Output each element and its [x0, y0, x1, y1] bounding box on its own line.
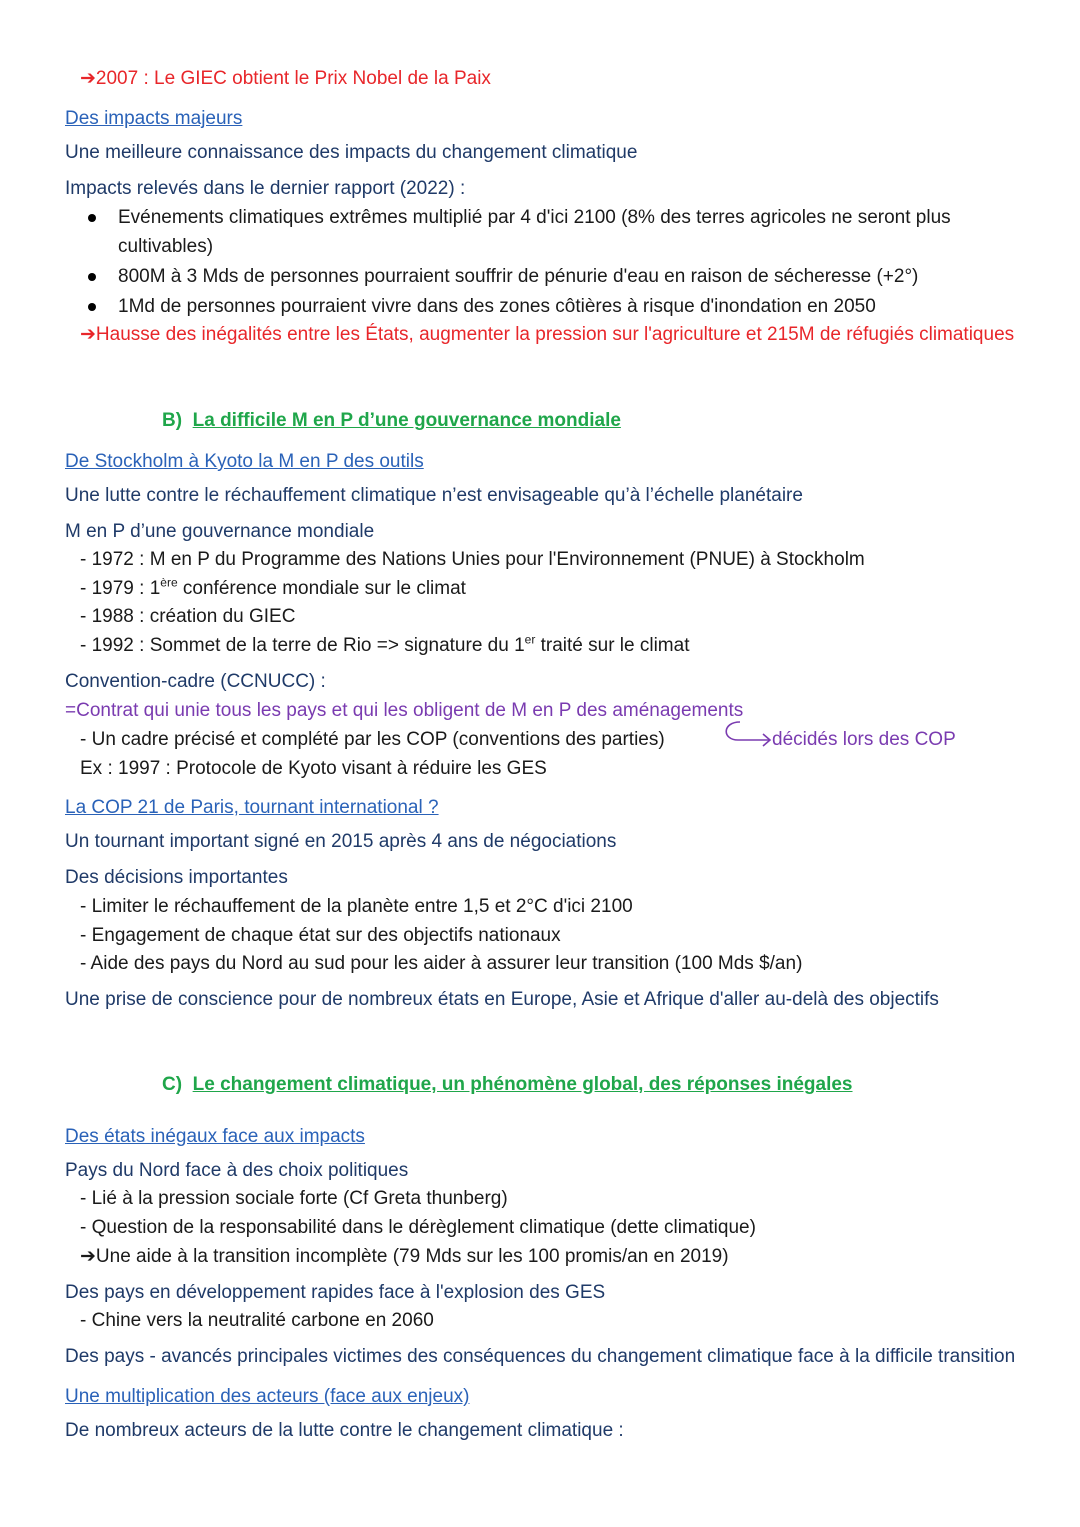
timeline-1979-sup: ère [160, 575, 178, 590]
section-c-title-text: Le changement climatique, un phénomène global, des réponses inégales [192, 1074, 853, 1095]
impact-bullet-2: 800M à 3 Mds de personnes pourraient souffrir de pénurie d'eau en raison de sécheresse (+2°) [118, 266, 919, 287]
north-item: - Lié à la pression sociale forte (Cf Greta thunberg) [80, 1188, 508, 1209]
north-conclusion-text: Une aide à la transition incomplète (79 Mds sur les 100 promis/an en 2019) [95, 1246, 729, 1267]
timeline-1992-post: traité sur le climat [535, 635, 690, 656]
actors-heading: Une multiplication des acteurs (face aux enjeux) [65, 1386, 470, 1407]
impact-bullet-1-cont: cultivables) [118, 236, 214, 257]
awareness-text: Une prise de conscience pour de nombreux états en Europe, Asie et Afrique d'aller au-delà des objectifs [65, 989, 939, 1010]
timeline-1979 [80, 577, 466, 601]
section-b-title-text: La difficile M en P d’une gouvernance mondiale [192, 410, 621, 431]
arrow-icon: ➔ [80, 324, 96, 345]
arrow-icon: ➔ [80, 1246, 96, 1267]
timeline-1979-post: conférence mondiale sur le climat [177, 578, 466, 599]
timeline-1992 [80, 634, 689, 658]
decisions-label: Des décisions importantes [65, 867, 288, 888]
convention-definition [65, 699, 743, 723]
amenagements-word: aménagements [612, 700, 744, 721]
impacts-intro: Une meilleure connaissance des impacts du changement climatique [65, 142, 638, 163]
timeline-1988: - 1988 : création du GIEC [80, 606, 296, 627]
kyoto-example: Ex : 1997 : Protocole de Kyoto visant à réduire les GES [80, 758, 547, 779]
impacts-conclusion-text: Hausse des inégalités entre les États, augmenter la pression sur l'agriculture et 215M de réfugiés climatiques [95, 324, 1015, 345]
developing-label: Des pays en développement rapides face à l'explosion des GES [65, 1282, 606, 1303]
section-b-title [162, 409, 621, 433]
global-fight-text: Une lutte contre le réchauffement climatique n’est envisageable qu’à l’échelle planétaire [65, 485, 803, 506]
cop21-heading: La COP 21 de Paris, tournant international ? [65, 797, 439, 818]
nobel-text: 2007 : Le GIEC obtient le Prix Nobel de la Paix [95, 68, 491, 89]
nobel-line [80, 67, 491, 91]
bullet-dot-icon [88, 214, 96, 222]
less-developed-text: Des pays - avancés principales victimes des conséquences du changement climatique face à la difficile transition [65, 1346, 1016, 1367]
timeline-1992-pre: - 1992 : Sommet de la terre de Rio => signature du 1 [80, 635, 525, 656]
stockholm-kyoto-heading: De Stockholm à Kyoto la M en P des outils [65, 451, 424, 472]
impact-bullet-1: Evénements climatiques extrêmes multiplié par 4 d'ici 2100 (8% des terres agricoles ne seront plus [118, 207, 951, 228]
impact-bullet-3: 1Md de personnes pourraient vivre dans des zones côtières à risque d'inondation en 2050 [118, 296, 876, 317]
convention-label: Convention-cadre (CCNUCC) : [65, 671, 326, 692]
developing-item: - Chine vers la neutralité carbone en 2060 [80, 1310, 434, 1331]
bullet-dot-icon [88, 303, 96, 311]
decision-item: - Aide des pays du Nord au sud pour les aider à assurer leur transition (100 Mds $/an) [80, 953, 803, 974]
decision-item: - Limiter le réchauffement de la planète entre 1,5 et 2°C d'ici 2100 [80, 896, 633, 917]
cop-decided-note: décidés lors des COP [772, 729, 956, 750]
bullet-dot-icon [88, 273, 96, 281]
decision-item: - Engagement de chaque état sur des objectifs nationaux [80, 925, 561, 946]
north-item: - Question de la responsabilité dans le dérèglement climatique (dette climatique) [80, 1217, 756, 1238]
actors-intro: De nombreux acteurs de la lutte contre le changement climatique : [65, 1420, 624, 1441]
arrow-icon: ➔ [80, 68, 96, 89]
governance-label: M en P d’une gouvernance mondiale [65, 521, 375, 542]
section-c-title [162, 1073, 853, 1097]
timeline-1992-sup: er [524, 632, 536, 647]
impacts-report-label: Impacts relevés dans le dernier rapport (2022) : [65, 178, 466, 199]
impacts-heading: Des impacts majeurs [65, 108, 243, 129]
cop21-intro: Un tournant important signé en 2015 après 4 ans de négociations [65, 831, 617, 852]
section-c-letter: C) [162, 1074, 183, 1095]
timeline-1972: - 1972 : M en P du Programme des Nations Unies pour l'Environnement (PNUE) à Stockholm [80, 549, 865, 570]
north-label: Pays du Nord face à des choix politiques [65, 1160, 409, 1181]
cop-frame: - Un cadre précisé et complété par les COP (conventions des parties) [80, 729, 665, 750]
convention-definition-text: =Contrat qui unie tous les pays et qui les obligent de M en P des [65, 700, 613, 721]
impacts-conclusion [80, 323, 1014, 347]
unequal-states-heading: Des états inégaux face aux impacts [65, 1126, 365, 1147]
section-b-letter: B) [162, 410, 183, 431]
timeline-1979-pre: - 1979 : 1 [80, 578, 161, 599]
hook-arrow-icon [718, 720, 778, 748]
north-conclusion [80, 1245, 729, 1269]
